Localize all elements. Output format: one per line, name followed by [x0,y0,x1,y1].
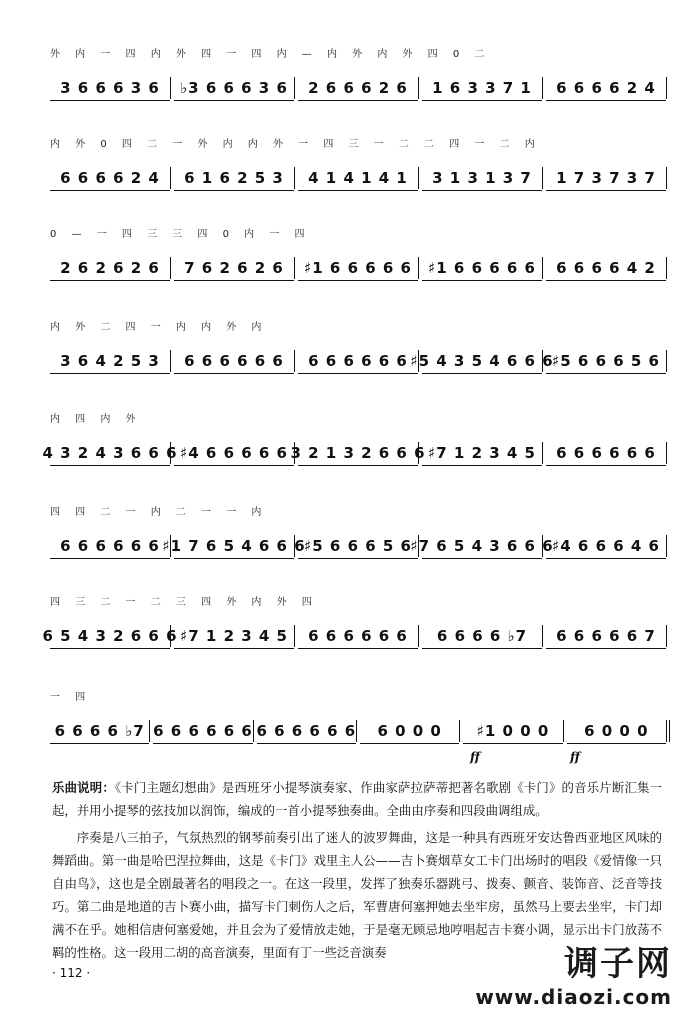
measure-notes: ♯1 6 6 6 6 6 [428,259,536,277]
measure [298,350,419,372]
measure [298,257,419,279]
measure [174,167,295,189]
beam-underline [546,373,666,375]
measure-notes: 3 6 6 6 3 6 [60,79,160,97]
measure-notes: ♯7 1 2 3 4 5 [428,444,536,462]
beam-underline [50,743,149,745]
measure-notes: ♯1 0 0 0 [476,722,550,740]
description-paragraph-2: 序奏是八三拍子，气氛热烈的钢琴前奏引出了迷人的波罗舞曲，这是一种具有西班牙安达鲁西亚地区风味的舞蹈曲。第一曲是哈巴涅拉舞曲，这是《卡门》戏里主人公——吉卜赛烟草女工卡门出场时的唱段《爱情像一只自由鸟》，这也是全剧最著名的唱段之一。在这一段里，发挥了独奏乐器跳弓、拨奏、颤音、装饰音、泛音等技巧。第二曲是地道的吉卜赛小曲，描写卡门刺伤人之后，军曹唐何塞押她去坐牢房，虽然马上要去坐牢，卡门却满不在乎。她相信唐何塞爱她，并且会为了爱情放走她，于是毫无顾忌地哼唱起吉卡赛小调，显示出卡门放荡不羁的性格。这一段用二胡的高音演奏，里面有丁一些泛音演奏 [52,830,662,960]
measure-notes: 6 6 6 6 2 4 [60,169,160,187]
beam-underline [50,190,170,192]
measure-notes: 4 3 2 4 3 6 6 6 [42,444,178,462]
measure [422,257,543,279]
measure [50,257,171,279]
measure [422,442,543,464]
score-row [50,45,670,115]
beam-underline [546,190,666,192]
description-text-1: 《卡门主题幻想曲》是西班牙小提琴演奏家、作曲家萨拉萨蒂把著名歌剧《卡门》的音乐片断汇集一起，并用小提琴的弦技加以润饰，编成的一首小提琴独奏曲。全曲由序奏和四段曲调组成。 [52,780,662,818]
beam-underline [50,373,170,375]
measure-notes: 6 6 6 6 6 6 [308,352,408,370]
beam-underline [422,100,542,102]
measure [298,625,419,647]
measure [360,720,460,742]
notes-line [42,442,670,464]
measure [174,77,295,99]
beam-underline [546,280,666,282]
measure [298,535,419,557]
measure [153,720,253,742]
measure-notes: 6 6 6 6 6 6 [256,722,357,740]
beam-underline [546,558,666,560]
measure [174,257,295,279]
beam-underline [174,648,294,650]
measure-notes: 6 6 6 6 ♭7 [54,722,145,740]
measure [50,535,171,557]
notes-line [50,535,670,557]
beam-underline [50,648,170,650]
beam-underline [174,280,294,282]
measure [298,167,419,189]
measure-notes: 6 5 4 3 2 6 6 6 [42,627,178,645]
watermark [475,936,672,1009]
measure [422,77,543,99]
measure-notes: 6 1 6 2 5 3 [184,169,284,187]
measure [174,625,295,647]
notes-line [50,350,670,372]
measure [257,720,357,742]
measure-notes: 6 6 6 6 ♭7 [436,627,528,645]
beam-underline [50,280,170,282]
watermark-title: 调子网 [564,944,672,984]
measure [567,720,670,742]
beam-underline [153,743,252,745]
measure [410,350,554,372]
score-row [50,503,670,573]
beam-underline [546,648,666,650]
notes-line [50,167,670,189]
measure-notes: 1 7 3 7 3 7 [556,169,656,187]
measure-notes: 7 6 2 6 2 6 [184,259,284,277]
measure [546,77,667,99]
fingering-marks: 四 三 二 一 二 三 四 外 内 外 四 [50,597,318,608]
measure-notes: ♯1 6 6 6 6 6 [304,259,412,277]
beam-underline [50,465,170,467]
measure-notes: 2 6 2 6 2 6 [60,259,160,277]
notes-line [42,625,670,647]
measure-notes: 4 1 4 1 4 1 [308,169,408,187]
measure [546,350,667,372]
beam-underline [546,465,666,467]
beam-underline [298,465,418,467]
measure-notes: ♯1 7 6 5 4 6 6 6 [162,537,306,555]
measure [422,167,543,189]
score-row [42,410,670,480]
measure-notes: ♯4 6 6 6 4 6 [552,537,660,555]
measure-notes: 6 6 6 6 6 6 [60,537,160,555]
beam-underline [257,743,356,745]
beam-underline [298,558,418,560]
measure-notes: ♯7 1 2 3 4 5 [180,627,288,645]
dynamic-marking: ff [470,750,480,764]
measure [290,442,426,464]
beam-underline [546,100,666,102]
beam-underline [422,280,542,282]
beam-underline [298,373,418,375]
measure-notes: 6 6 6 6 6 6 [308,627,408,645]
measure [162,535,306,557]
notes-line [50,77,670,99]
beam-underline [298,100,418,102]
measure [546,257,667,279]
beam-underline [298,648,418,650]
page-number: · 112 · [52,966,91,980]
score-row [50,225,670,295]
measure [422,625,543,647]
description-label: 乐曲说明： [52,780,115,795]
measure-notes: ♯5 6 6 6 5 6 [304,537,412,555]
measure-notes: ♯5 4 3 5 4 6 6 6 [410,352,554,370]
measure-notes: 3 1 3 1 3 7 [432,169,532,187]
measure-notes: 6 6 6 6 2 4 [556,79,656,97]
score-row [50,135,670,205]
measure-notes: ♭3 6 6 6 3 6 [180,79,288,97]
measure [546,167,667,189]
fingering-marks: 内 外 0 四 二 一 外 内 内 外 一 四 三 一 二 二 四 一 二 内 [50,139,541,150]
measure [463,720,563,742]
measure-notes: 3 6 4 2 5 3 [60,352,160,370]
beam-underline [422,190,542,192]
score-row [50,318,670,388]
notes-line [50,257,670,279]
notes-line [50,720,670,742]
beam-underline [422,648,542,650]
beam-underline [50,100,170,102]
measure-notes: ♯7 6 5 4 3 6 6 6 [410,537,554,555]
dynamic-marking: ff [570,750,580,764]
measure [50,720,150,742]
beam-underline [422,558,542,560]
fingering-marks: 四 四 二 一 内 二 一 一 内 [50,507,268,518]
measure-notes: 6 6 6 6 6 6 [153,722,253,740]
measure [546,535,667,557]
beam-underline [298,280,418,282]
measure [50,77,171,99]
measure-notes: ♯5 6 6 6 5 6 [552,352,660,370]
beam-underline [298,190,418,192]
measure-notes: 6 6 6 6 6 6 [556,444,656,462]
beam-underline [174,558,294,560]
measure-notes: 6 6 6 6 6 7 [556,627,656,645]
measure [50,167,171,189]
description-paragraph-1 [52,776,662,822]
fingering-marks: 外 内 一 四 内 外 四 一 四 内 — 内 外 内 外 四 0 二 [50,49,491,60]
beam-underline [463,743,562,745]
measure [42,442,178,464]
beam-underline [50,558,170,560]
measure [546,625,667,647]
beam-underline [360,743,459,745]
measure [42,625,178,647]
fingering-marks: 一 四 [50,692,92,703]
beam-underline [174,373,294,375]
beam-underline [174,465,294,467]
measure [174,442,295,464]
measure [546,442,667,464]
watermark-url: www.diaozi.com [475,985,672,1009]
measure-notes: 6 0 0 0 [584,722,649,740]
fingering-marks: 内 四 内 外 [50,414,142,425]
measure-notes: 6 6 6 6 6 6 [184,352,284,370]
score-row [50,688,670,764]
measure-notes: ♯4 6 6 6 6 6 [180,444,288,462]
measure [298,77,419,99]
measure-notes: 1 6 3 3 7 1 [432,79,532,97]
measure [50,350,171,372]
beam-underline [174,190,294,192]
fingering-marks: 0 — 一 四 三 三 四 0 内 一 四 [50,229,311,240]
measure [174,350,295,372]
fingering-marks: 内 外 二 四 一 内 内 外 内 [50,322,268,333]
beam-underline [174,100,294,102]
beam-underline [422,373,542,375]
score-row [42,593,670,663]
beam-underline [422,465,542,467]
measure-notes: 2 6 6 6 2 6 [308,79,408,97]
measure-notes: 6 6 6 6 4 2 [556,259,656,277]
measure [410,535,554,557]
beam-underline [567,743,666,745]
measure-notes: 3 2 1 3 2 6 6 6 [290,444,426,462]
measure-notes: 6 0 0 0 [377,722,442,740]
